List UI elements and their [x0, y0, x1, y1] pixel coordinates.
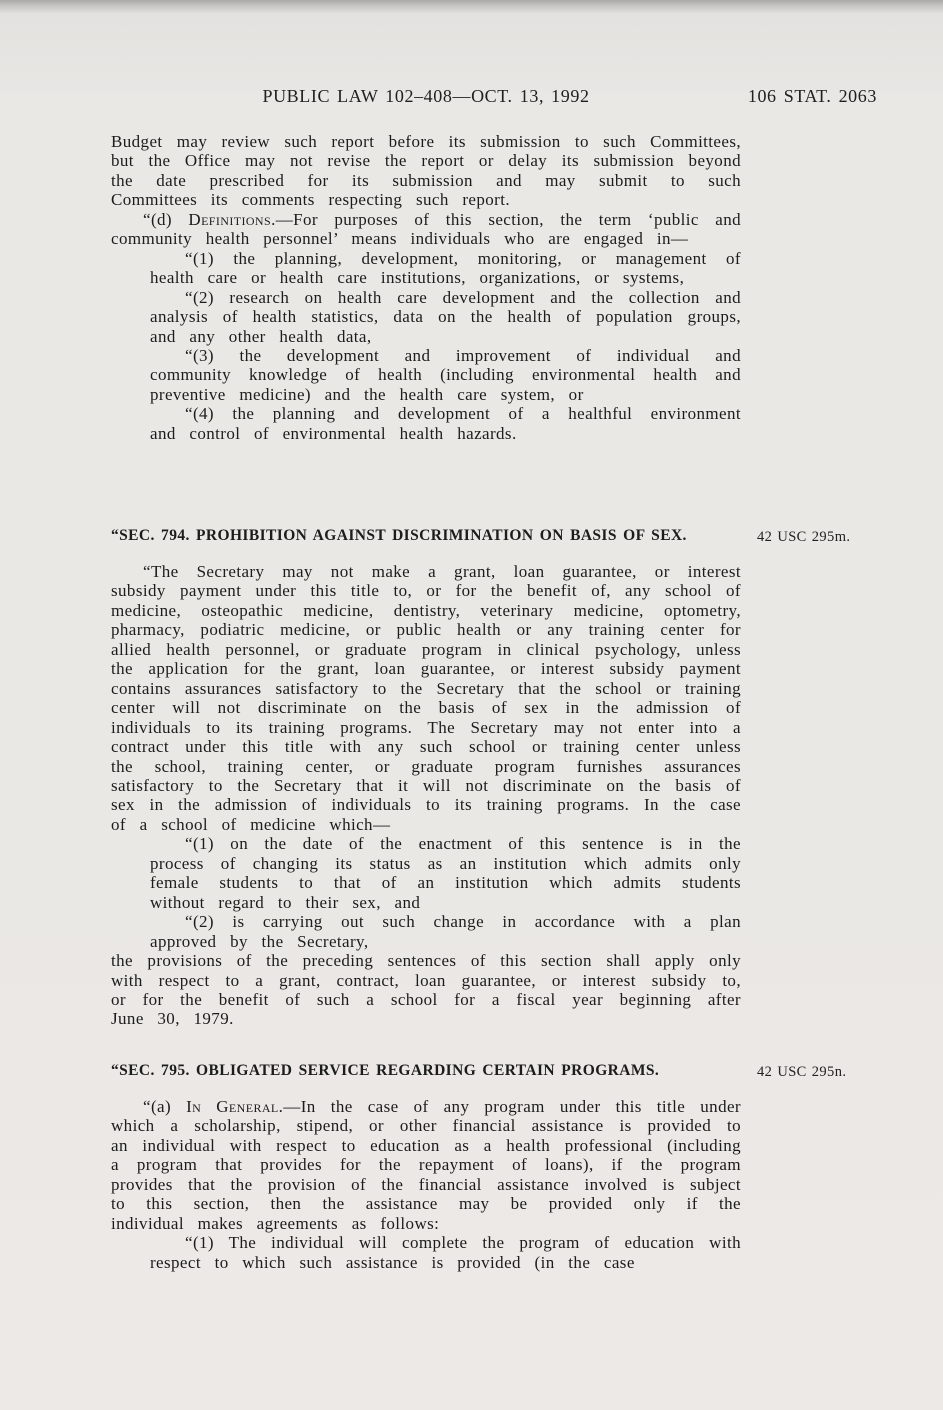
usc-citation-margin-note: 42 USC 295n. — [757, 1064, 847, 1080]
text-run: “(1) on the date of the enactment of this sentence is in the process of changing its status as an institution which admits only female students to that of an institution which admits students without regard to their sex, and — [150, 834, 741, 912]
item-d-3 — [150, 346, 741, 404]
text-section-795-body — [111, 1097, 741, 1272]
text-run: “(d) — [143, 209, 189, 229]
item-d-2 — [150, 288, 741, 346]
text-run: “(3) the development and improvement of individual and community knowledge of health (including environmental health and preventive medicine) and the health care system, or — [150, 345, 741, 404]
para-794-closing — [111, 951, 741, 1029]
text-run: “(a) — [143, 1097, 187, 1116]
text-section-heading-794 — [111, 527, 851, 545]
text-run: “SEC. 794. PROHIBITION AGAINST DISCRIMINATION ON BASIS OF SEX. — [111, 527, 687, 544]
text-run: the provisions of the preceding sentences of this section shall apply only with respect to a grant, contract, loan guarantee, or interest subsidy to, or for the benefit of such a school for a fiscal year beginning after June 30, 1979. — [111, 951, 741, 1029]
heading-sec-794 — [111, 527, 851, 545]
text-section-794-body — [111, 562, 741, 1029]
para-a-in-general — [111, 1097, 741, 1233]
text-run: “The Secretary may not make a grant, loan guarantee, or interest subsidy payment under this title to, or for the benefit of, any school of medicine, osteopathic medicine, dentistry, veterinary medicine, optometry, pharmacy, podiatric medicine, or public health or any training center for allied health personnel, or graduate program in clinical psychology, unless the application for the grant, loan guarantee, or interest subsidy payment contains assurances satisfactory to the Secretary that the school or training center will not discriminate on the basis of sex in the admission of individuals to its training programs. The Secretary may not enter into a contract under this title with any such school or training center unless the school, training center, or graduate program furnishes assurances satisfactory to the Secretary that it will not discriminate on the basis of sex in the admission of individuals to its training programs. In the case of a school of medicine which— — [111, 562, 741, 834]
small-caps-term: Definitions — [188, 209, 272, 229]
stat-page-number: 106 STAT. 2063 — [747, 86, 877, 106]
text-section-heading-795 — [111, 1062, 847, 1080]
text-run: .—In the case of any program under this title under which a scholarship, stipend, or other financial assistance is provided to an individual with respect to education as a health professional (including a program that provides for the repayment of loans), if the program provides that the provision of the financial assistance involved is subject to this section, then the assistance may be provided only if the individual makes agreements as follows: — [111, 1097, 741, 1233]
para-budget-review-continuation — [111, 132, 741, 210]
running-head-law-title: PUBLIC LAW 102–408—OCT. 13, 1992 — [262, 86, 590, 106]
text-run: Budget may review such report before its submission to such Committees, but the Office may not revise the report or delay its submission beyond the date prescribed for its submission and may submit to such Committees its comments respecting such report. — [111, 132, 741, 210]
text-run: “(2) research on health care development and the collection and analysis of health statistics, data on the health of population groups, and any other health data, — [150, 287, 741, 346]
scan-edge-shadow — [0, 0, 943, 14]
para-794-body — [111, 562, 741, 834]
item-794-1 — [150, 834, 741, 912]
text-section-definitions — [111, 132, 741, 443]
small-caps-term: In General — [186, 1097, 279, 1116]
heading-sec-795 — [111, 1062, 847, 1080]
text-run: .—For purposes of this section, the term ‘public and community health personnel’ means individuals who are engaged in— — [111, 209, 741, 249]
text-run: “(2) is carrying out such change in accordance with a plan approved by the Secretary, — [150, 912, 741, 951]
para-d-definitions — [111, 210, 741, 249]
item-d-4 — [150, 404, 741, 443]
item-795-1 — [150, 1233, 741, 1272]
text-run: “(1) the planning, development, monitoring, or management of health care or health care institutions, organizations, or systems, — [150, 248, 741, 288]
usc-citation-margin-note: 42 USC 295m. — [757, 529, 851, 545]
text-run: “(4) the planning and development of a healthful environment and control of environmental health hazards. — [150, 404, 741, 443]
text-run: “SEC. 795. OBLIGATED SERVICE REGARDING CERTAIN PROGRAMS. — [111, 1062, 660, 1079]
item-794-2 — [150, 912, 741, 951]
text-run: “(1) The individual will complete the program of education with respect to which such assistance is provided (in the case — [150, 1233, 741, 1272]
item-d-1 — [150, 249, 741, 288]
